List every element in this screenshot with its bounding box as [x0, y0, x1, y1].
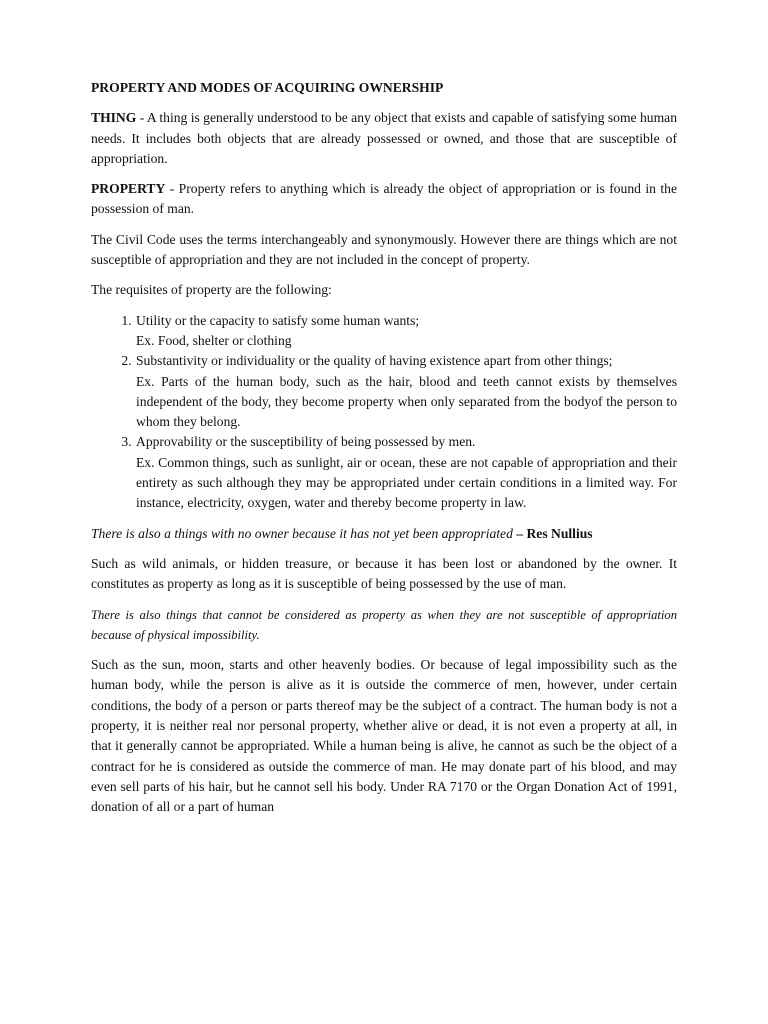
- res-nullius-italic: There is also a things with no owner because it has not yet been appropriated: [91, 525, 513, 541]
- requisites-list: [91, 311, 677, 514]
- property-paragraph: [91, 179, 677, 220]
- requisites-intro: The requisites of property are the following:: [91, 282, 332, 298]
- list-item: [135, 311, 677, 352]
- thing-definition: - A thing is generally understood to be any object that exists and capable of satisfying some human needs. It includes both objects that are already possessed or owned, and those that are susceptible of appropriation.: [91, 110, 677, 166]
- requisite-text: Approvability or the susceptibility of being possessed by men.: [136, 434, 476, 450]
- impossibility-paragraph: There is also things that cannot be considered as property as when they are not susceptible of appropriation because of physical impossibility.: [91, 607, 677, 642]
- thing-term: THING: [91, 110, 137, 126]
- requisite-example: Ex. Parts of the human body, such as the hair, blood and teeth cannot exists by themselves independent of the body, they become property when only separated from the bodyof the person to whom they belong.: [136, 373, 677, 430]
- thing-paragraph: [91, 108, 677, 169]
- property-definition: - Property refers to anything which is already the object of appropriation or is found in the possession of man.: [91, 181, 677, 217]
- property-term: PROPERTY: [91, 181, 166, 197]
- document-title: PROPERTY AND MODES OF ACQUIRING OWNERSHIP: [91, 80, 444, 95]
- list-item: [135, 351, 677, 432]
- requisite-text: Utility or the capacity to satisfy some human wants;: [136, 312, 420, 328]
- res-nullius-term: – Res Nullius: [512, 525, 593, 541]
- heavenly-bodies-paragraph: Such as the sun, moon, starts and other heavenly bodies. Or because of legal impossibility such as the human body, while the person is alive as it is outside the commerce of men, however, under certain conditions, the body of a person or parts thereof may be the subject of a contract. The human body is not a property, it is neither real nor personal property, whether alive or dead, it is not even a property at all, in that it generally cannot be appropriated. While a human being is alive, he cannot as such be the object of a contract for he is considered as outside the commerce of man. He may donate part of his blood, and may even sell parts of his hair, but he cannot sell his body. Under RA 7170 or the Organ Donation Act of 1991, donation of all or a part of human: [91, 657, 677, 815]
- wild-animals-paragraph: Such as wild animals, or hidden treasure, or because it has been lost or abandoned by the owner. It constitutes as property as long as it is susceptible of being possessed by the use of man.: [91, 555, 677, 592]
- document-page: [91, 78, 677, 828]
- res-nullius-paragraph: [91, 524, 677, 544]
- requisite-example: Ex. Food, shelter or clothing: [136, 332, 292, 348]
- requisite-example: Ex. Common things, such as sunlight, air or ocean, these are not capable of appropriation and their entirety as such although they may be appropriated under certain conditions in a limited way. For instance, electricity, oxygen, water and thereby become property in law.: [136, 454, 677, 511]
- civil-code-paragraph: The Civil Code uses the terms interchangeably and synonymously. However there are things which are not susceptible of appropriation and they are not included in the concept of property.: [91, 231, 677, 268]
- list-item: [135, 432, 677, 513]
- requisite-text: Substantivity or individuality or the quality of having existence apart from other things;: [136, 353, 613, 369]
